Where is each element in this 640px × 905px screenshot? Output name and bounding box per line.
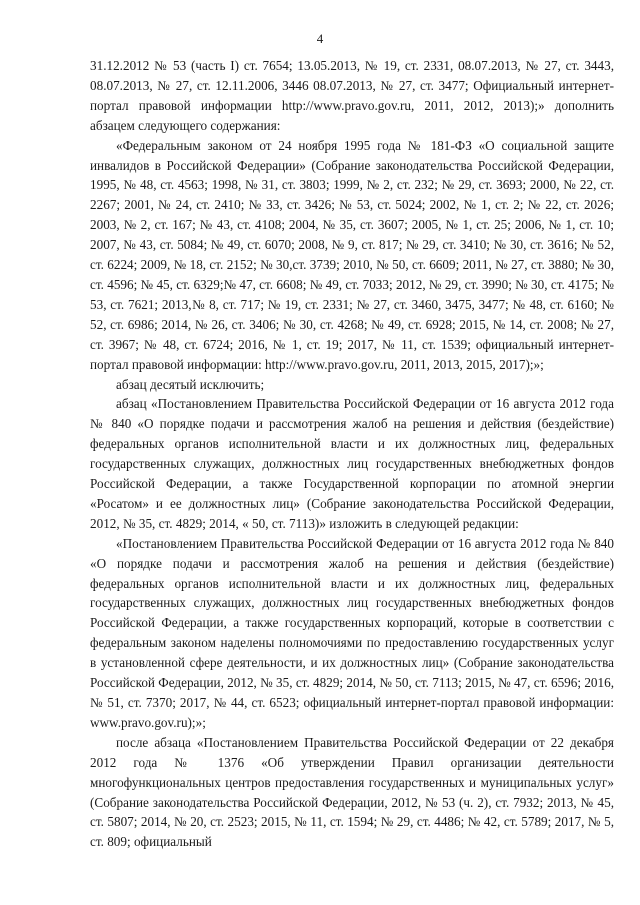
- page-body: [90, 56, 614, 852]
- paragraph-federal-law-181: «Федеральным законом от 24 ноября 1995 года № 181-ФЗ «О социальной защите инвалидов в Российской Федерации» (Собрание законодательства Российской Федерации, 1995, № 48, ст. 4563; 1998, № 31, ст. 3803; 1999, № 2, ст. 232; № 29, ст. 3693; 2000, № 22, ст. 2267; 2001, № 24, ст. 2410; № 33, ст. 3426; № 53, ст. 5024; 2002, № 1, ст. 2; № 22, ст. 2026; 2003, № 2, ст. 167; № 43, ст. 4108; 2004, № 35, ст. 3607; 2005, № 1, ст. 25; 2006, № 1, ст. 10; 2007, № 43, ст. 5084; № 49, ст. 6070; 2008, № 9, ст. 817; № 29, ст. 3410; № 30, ст. 3616; № 52, ст. 6224; 2009, № 18, ст. 2152; № 30,ст. 3739; 2010, № 50, ст. 6609; 2011, № 27, ст. 3880; № 30, ст. 4596; № 45, ст. 6329;№ 47, ст. 6608; № 49, ст. 7033; 2012, № 29, ст. 3990; № 30, ст. 4175; № 53, ст. 7621; 2013,№ 8, ст. 717; № 19, ст. 2331; № 27, ст. 3460, 3475, 3477; № 48, ст. 6160; № 52, ст. 6986; 2014, № 26, ст. 3406; № 30, ст. 4268; № 49, ст. 6928; 2015, № 14, ст. 2008; № 27, ст. 3967; № 48, ст. 6724; 2016, № 1, ст. 19; 2017, № 11, ст. 1539; официальный интернет-портал правовой информации: http://www.pravo.gov.ru, 2011, 2013, 2015, 2017);»;: [90, 137, 614, 372]
- page-number: 4: [316, 31, 324, 46]
- paragraph-new-840: «Постановлением Правительства Российской Федерации от 16 августа 2012 года № 840 «О порядке подачи и рассмотрения жалоб на решения и действия (бездействие) федеральных органов исполнительной власти и их должностных лиц, федеральных государственных служащих, должностных лиц государственных внебюджетных фондов Российской Федерации, а также государственных корпораций, которые в соответствии с федеральным законом наделены полномочиями по предоставлению государственных услуг в установленной сфере деятельности, и их должностных лиц» (Собрание законодательства Российской Федерации, 2012, № 35, ст. 4829; 2014, № 50, ст. 7113; 2015, № 47, ст. 6596; 2016, № 51, ст. 7370; 2017, № 44, ст. 6523; официальный интернет-портал правовой информации: www.pravo.gov.ru);»;: [90, 535, 614, 730]
- paragraph-amend-840: абзац «Постановлением Правительства Российской Федерации от 16 августа 2012 года № 840 «О порядке подачи и рассмотрения жалоб на решения и действия (бездействие) федеральных органов исполнительной власти и их должностных лиц, федеральных государственных служащих, должностных лиц государственных внебюджетных фондов Российской Федерации, а также Государственной корпорации по атомной энергии «Росатом» и ее должностных лиц» (Собрание законодательства Российской Федерации, 2012, № 35, ст. 4829; 2014, « 50, ст. 7113)» изложить в следующей редакции:: [90, 396, 614, 531]
- paragraph-continuation: 31.12.2012 № 53 (часть I) ст. 7654; 13.05.2013, № 19, ст. 2331, 08.07.2013, № 27, ст. 3443, 08.07.2013, № 27, ст. 12.11.2006, 3446 08.07.2013, № 27, ст. 3477; Официальный интернет-портал правовой информации http://www.pravo.gov.ru, 2011, 2012, 2013);» дополнить абзацем следующего содержания:: [90, 58, 614, 133]
- paragraph-exclude-tenth: абзац десятый исключить;: [116, 376, 265, 392]
- paragraph-after-1376: после абзаца «Постановлением Правительства Российской Федерации от 22 декабря 2012 года № 1376 «Об утверждении Правил организации деятельности многофункциональных центров предоставления государственных и муниципальных услуг» (Собрание законодательства Российской Федерации, 2012, № 53 (ч. 2), ст. 7932; 2013, № 45, ст. 5807; 2014, № 20, ст. 2523; 2015, № 11, ст. 1594; № 29, ст. 4486; № 42, ст. 5789; 2017, № 5, ст. 809; официальный: [90, 734, 614, 850]
